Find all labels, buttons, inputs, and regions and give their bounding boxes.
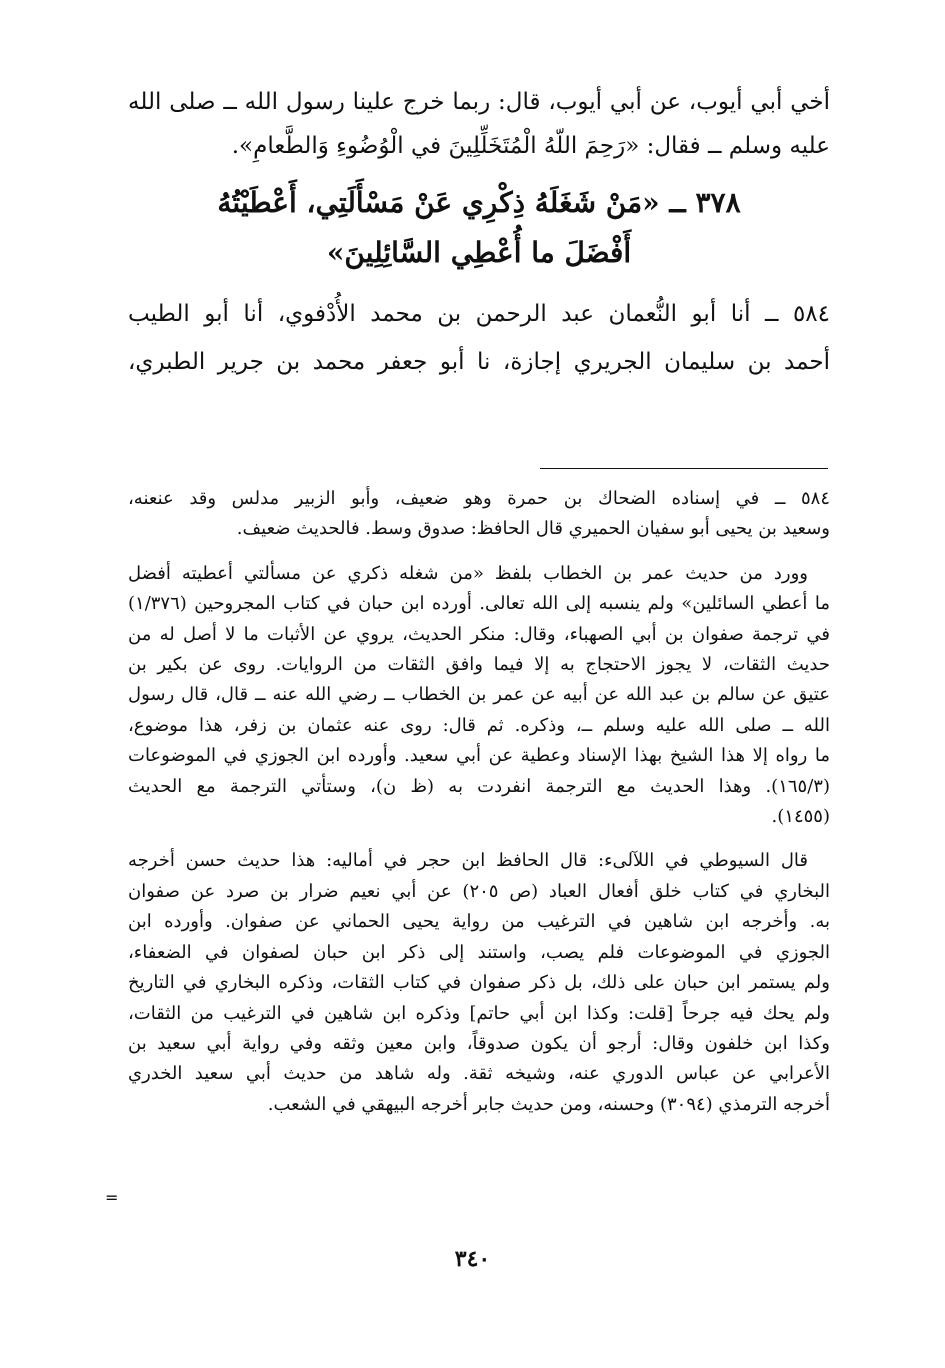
footnote-line: في ترجمة صفوان بن أبي الصهباء، وقال: منكر الحديث، يروي عن الأثبات ما لا أصل له من: [128, 623, 830, 645]
narration-text: [128, 290, 830, 386]
footnote-line: قال السيوطي في اللآلىء: قال الحافظ ابن حجر في أماليه: هذا حديث حسن أخرجه: [128, 850, 808, 872]
footnote-line: به. وأخرجه ابن شاهين في الترغيب من رواية يحيى الحماني عن صفوان. وأورده ابن: [128, 911, 830, 933]
footnote-line: ما رواه إلا هذا الشيخ بهذا الإسناد وعطية عن أبي سعيد. وأورده ابن الجوزي في الموضوعات: [128, 745, 830, 767]
page-number: ٣٤٠: [454, 1246, 491, 1272]
footnote-line: الله ــ صلى الله عليه وسلم ــ، وذكره. ثم قال: روى عنه عثمان بن زفر، هذا موضوع،: [128, 714, 830, 736]
hadith-heading: [128, 178, 830, 278]
footnote-line: ولم يستمر ابن حبان على ذلك، بل ذكر صفوان في كتاب الثقات، وذكره البخاري في التاريخ: [128, 972, 830, 994]
footnote-line: ما أعطي السائلين» ولم ينسبه إلى الله تعالى. أورده ابن حبان في كتاب المجروحين (١/٣٧٦): [128, 593, 830, 615]
footnote-line: أخرجه الترمذي (٣٠٩٤) وحسنه، ومن حديث جابر أخرجه البيهقي في الشعب.: [267, 1093, 830, 1115]
narration-line: أحمد بن سليمان الجريري إجازة، نا أبو جعفر محمد بن جرير الطبري،: [128, 349, 830, 375]
footnote-paragraph: [128, 559, 830, 833]
footnotes: [128, 484, 830, 1134]
narration-line: ٥٨٤ ــ أنا أبو النُّعمان عبد الرحمن بن محمد الأُدْفوي، أنا أبو الطيب: [128, 301, 830, 327]
footnote-line: الأعرابي عن عباس الدوري عنه، وشيخه ثقة. وله شاهد من حديث أبي سعيد الخدري: [128, 1063, 830, 1085]
footnote-line: (١٦٥/٣). وهذا الحديث مع الترجمة انفردت به (ظ ن)، وستأتي الترجمة مع الحديث: [128, 775, 830, 797]
footnote-paragraph: [128, 846, 830, 1120]
intro-text: [128, 80, 830, 168]
footnote-line: حديث الثقات، لا يجوز الاحتجاج به إلا فيما وافق الثقات من الروايات. روى عن بكير بن: [128, 654, 830, 676]
footnote-line: ولم يحك فيه جرحاً [قلت: وكذا ابن أبي حاتم] وذكره ابن شاهين في الترغيب من الثقات،: [128, 1002, 830, 1024]
hadith-heading-line: ٣٧٨ ــ «مَنْ شَغَلَهُ ذِكْرِي عَنْ مَسْأَلَتِي، أَعْطَيْتُهُ: [217, 186, 741, 219]
footnote-line: الجوزي في الموضوعات فلم يصب، واستند إلى ذكر ابن حبان لصفوان في الضعفاء،: [128, 941, 830, 963]
hadith-heading-line: أَفْضَلَ ما أُعْطِي السَّائِلِينَ»: [326, 236, 632, 269]
footnote-line: البخاري في كتاب خلق أفعال العباد (ص ٢٠٥) عن أبي نعيم ضرار بن صرد عن صفوان: [128, 880, 830, 902]
footnote-line: عتيق عن سالم بن عبد الله عن أبيه عن عمر بن الخطاب ــ رضي الله عنه ــ قال، قال رسول: [128, 684, 830, 706]
intro-line: عليه وسلم ــ فقال: «رَحِمَ اللّهُ الْمُتَخَلِّلِينَ في الْوُضُوءِ وَالطَّعامِ».: [231, 133, 830, 159]
continuation-mark: =: [105, 1188, 119, 1207]
footnote-line: وورد من حديث عمر بن الخطاب بلفظ «من شغله ذكري عن مسألتي أعطيته أفضل: [128, 562, 808, 584]
footnote-line: ٥٨٤ ــ في إسناده الضحاك بن حمرة وهو ضعيف، وأبو الزبير مدلس وقد عنعنه،: [128, 488, 830, 509]
footnote-line: وكذا ابن خلفون وقال: أرجو أن يكون صدوقاً، وابن معين وثقه وفي رواية أبي سعيد بن: [128, 1032, 830, 1054]
footnote-line: (١٤٥٥).: [771, 806, 830, 828]
footnote-separator: [540, 468, 828, 469]
intro-line: أخي أبي أيوب، عن أبي أيوب، قال: ربما خرج علينا رسول الله ــ صلى الله: [128, 89, 830, 115]
footnote-paragraph: [128, 484, 830, 545]
page-body: [128, 80, 830, 386]
footnote-line: وسعيد بن يحيى أبو سفيان الحميري قال الحافظ: صدوق وسط. فالحديث ضعيف.: [236, 518, 830, 540]
